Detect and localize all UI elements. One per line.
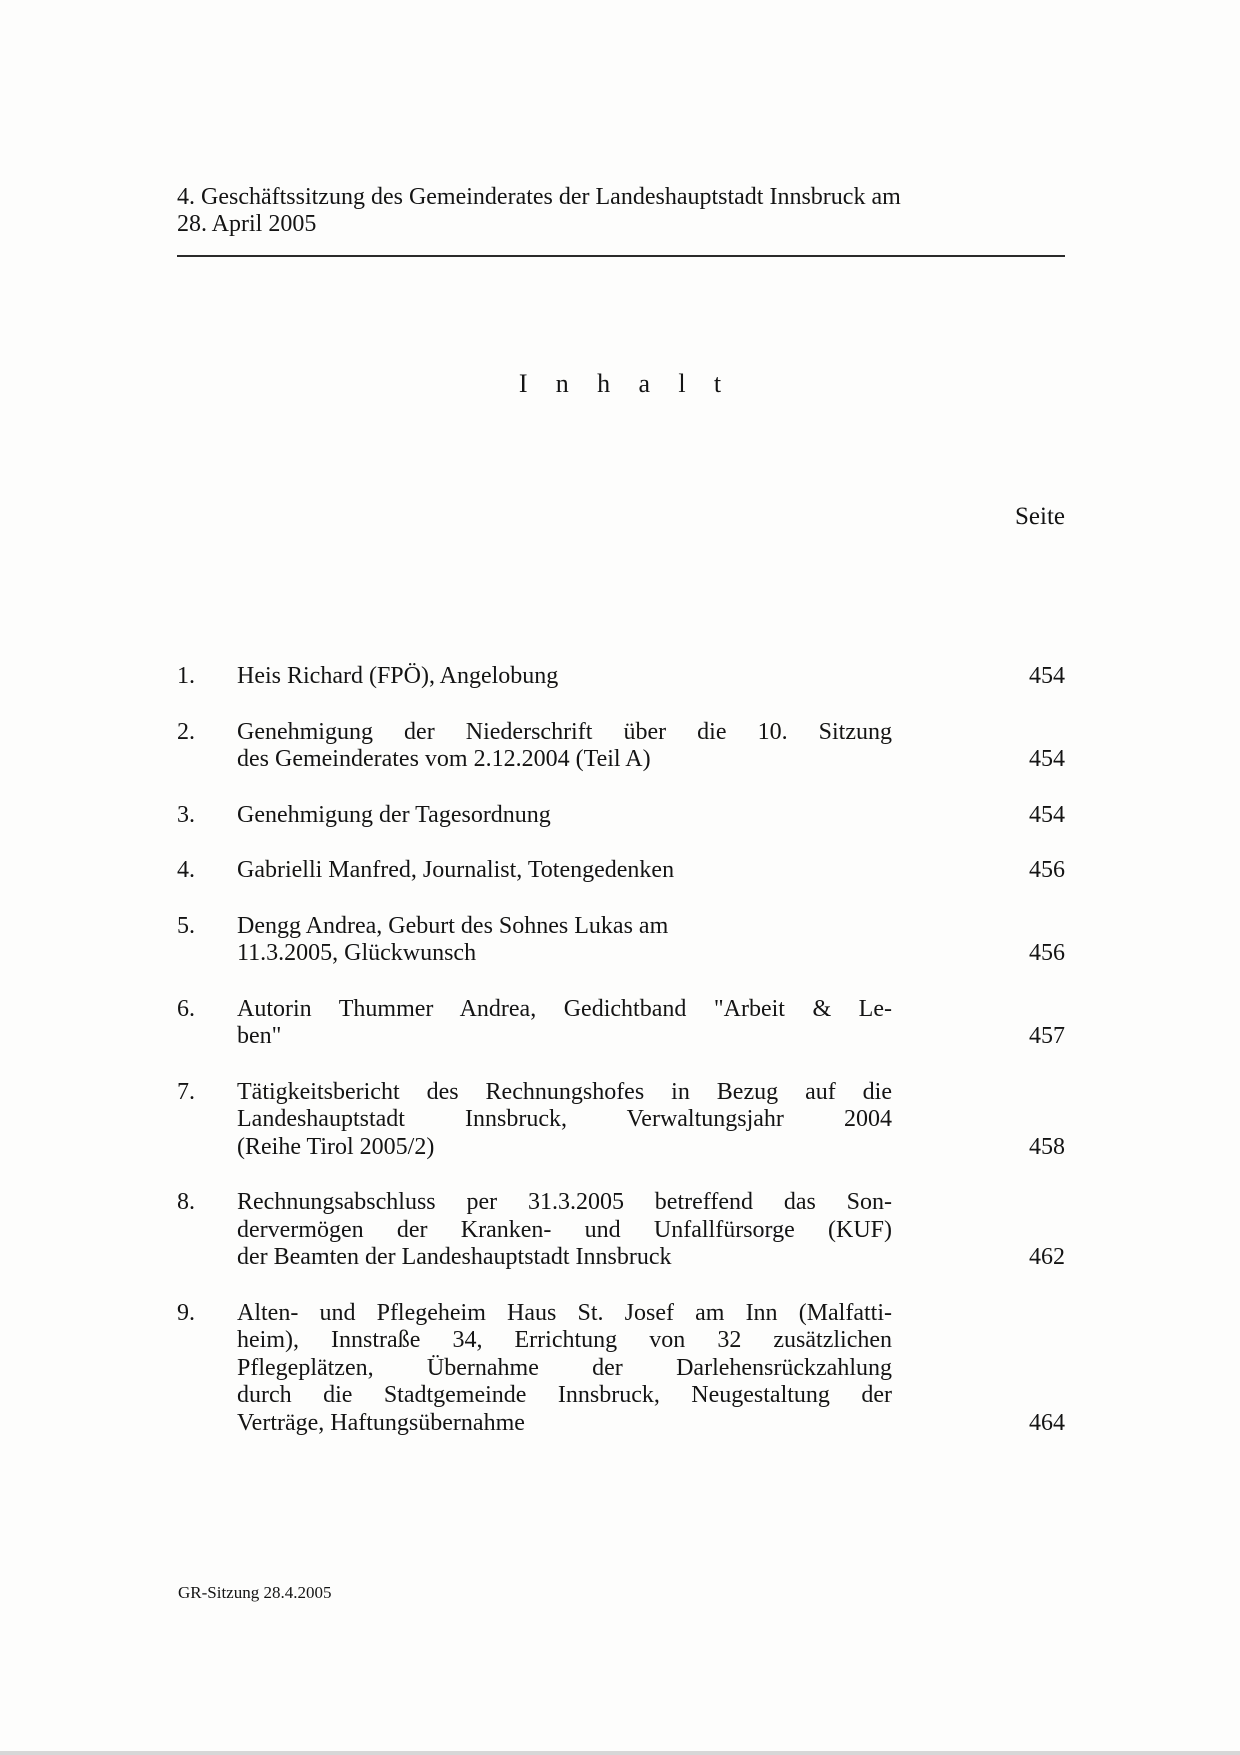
toc-item-line: des Gemeinderates vom 2.12.2004 (Teil A) (237, 746, 651, 772)
toc-item-page: 456 (1029, 940, 1065, 966)
toc-item-line: dervermögen der Kranken- und Unfallfürsorge (KUF) (237, 1216, 892, 1243)
toc-item-page: 457 (1029, 1023, 1065, 1049)
toc-item-number: 1. (177, 663, 195, 689)
toc-item-line: Tätigkeitsbericht des Rechnungshofes in Bezug auf die (237, 1078, 892, 1105)
toc-list (177, 663, 1065, 1465)
toc-item-line: Heis Richard (FPÖ), Angelobung (237, 663, 559, 689)
toc-item-page: 464 (1029, 1409, 1065, 1436)
toc-item (177, 857, 1065, 885)
toc-item-line: durch die Stadtgemeinde Innsbruck, Neugestaltung der (237, 1382, 892, 1408)
toc-item-text (237, 996, 892, 1051)
toc-item (177, 1300, 1065, 1438)
toc-item (177, 996, 1065, 1051)
toc-item-line: Landeshauptstadt Innsbruck, Verwaltungsjahr 2004 (237, 1106, 892, 1132)
toc-item-line: der Beamten der Landeshauptstadt Innsbruck (237, 1244, 672, 1270)
toc-item-page: 456 (1029, 857, 1065, 883)
toc-item-number: 4. (177, 857, 195, 883)
toc-item-page: 454 (1029, 746, 1065, 772)
toc-item-line: Rechnungsabschluss per 31.3.2005 betreffend das Son- (237, 1189, 892, 1215)
toc-item-number: 7. (177, 1078, 195, 1105)
toc-item-page: 454 (1029, 801, 1065, 828)
toc-item-text (237, 1079, 892, 1162)
toc-item (177, 719, 1065, 774)
toc-item-text (237, 663, 892, 691)
toc-item-page: 458 (1029, 1133, 1065, 1160)
toc-item-number: 5. (177, 912, 195, 939)
page-column-header: Seite (1015, 503, 1065, 530)
toc-item-line: Dengg Andrea, Geburt des Sohnes Lukas am (237, 912, 669, 939)
toc-item-line: 11.3.2005, Glückwunsch (237, 940, 477, 966)
footer-text: GR-Sitzung 28.4.2005 (178, 1583, 332, 1602)
toc-item-text (237, 802, 892, 830)
toc-item-text (237, 719, 892, 774)
toc-item (177, 663, 1065, 691)
document-title-line-1: 4. Geschäftssitzung des Gemeinderates der Landeshauptstadt Innsbruck am (177, 184, 901, 210)
toc-item-line: Genehmigung der Tagesordnung (237, 801, 551, 828)
toc-item-text (237, 857, 892, 885)
toc-item-line: ben" (237, 1023, 282, 1049)
toc-item-page: 462 (1029, 1244, 1065, 1270)
toc-item-line: Verträge, Haftungsübernahme (237, 1409, 525, 1436)
toc-item-line: Pflegeplätzen, Übernahme der Darlehensrückzahlung (237, 1354, 892, 1381)
scan-edge-artifact (0, 1751, 1240, 1755)
toc-item-line: heim), Innstraße 34, Errichtung von 32 zusätzlichen (237, 1327, 892, 1353)
toc-item (177, 802, 1065, 830)
toc-item-number: 2. (177, 718, 195, 745)
toc-heading: I n h a l t (518, 369, 733, 398)
toc-item-number: 9. (177, 1299, 195, 1326)
toc-item-number: 3. (177, 801, 195, 828)
toc-item-number: 8. (177, 1189, 195, 1215)
document-title (177, 184, 1065, 257)
toc-item-line: Alten- und Pflegeheim Haus St. Josef am Inn (Malfatti- (237, 1299, 892, 1326)
toc-item-text (237, 1300, 892, 1438)
toc-item (177, 1079, 1065, 1162)
toc-item-page: 454 (1029, 663, 1065, 689)
toc-item-number: 6. (177, 995, 195, 1022)
toc-item (177, 1189, 1065, 1272)
toc-item (177, 913, 1065, 968)
toc-item-line: Genehmigung der Niederschrift über die 10. Sitzung (237, 718, 892, 745)
document-title-line-2: 28. April 2005 (177, 211, 317, 237)
toc-item-line: (Reihe Tirol 2005/2) (237, 1133, 435, 1160)
toc-item-line: Gabrielli Manfred, Journalist, Totengedenken (237, 857, 675, 883)
toc-item-text (237, 913, 892, 968)
toc-item-line: Autorin Thummer Andrea, Gedichtband "Arbeit & Le- (237, 995, 892, 1022)
toc-item-text (237, 1189, 892, 1272)
